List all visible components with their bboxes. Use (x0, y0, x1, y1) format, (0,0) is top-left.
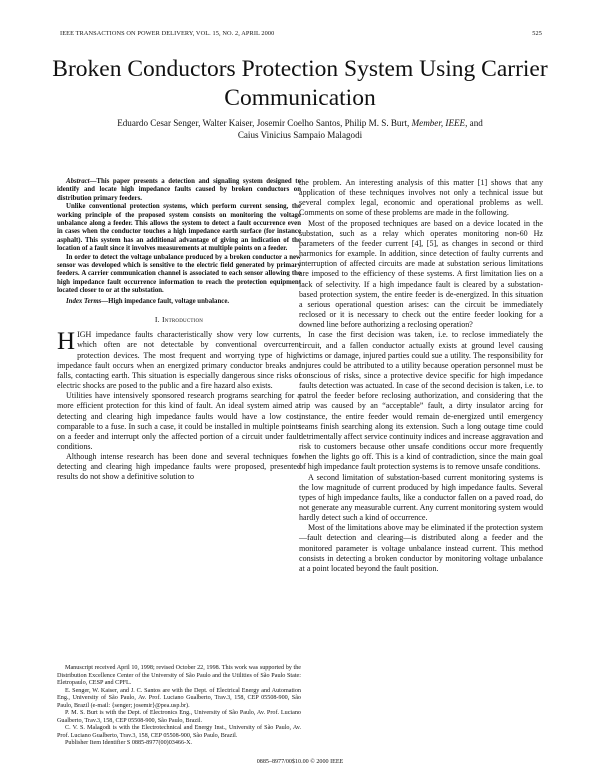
title-line-2: Communication (224, 85, 376, 111)
author-membership: Member, IEEE (411, 118, 466, 128)
right-paragraph-2: Most of the proposed techniques are based on a device located in the substation, such as a relay which operates monitoring non-60 Hz parameters of the feeder current [4], [5], as changes in second or third harmonics for example. In addition, since detection of faulty currents and interruption of affected circuits are made at substation serious limitations are imposed to the efficiency of these systems. A first limitation lies on a lack of selectivity. If a high impedance fault is cleared by a substation-based protection system, the entire feeder is de-energized. In this situation a serious operational question arises: can the circuit be immediately reclosed or it is necessary to check out the entire feeder looking for a downed line before authorizing a reclosing operation? (299, 218, 543, 330)
footnote-affiliation-3: C. V. S. Malagodi is with the Electrotechnical and Energy Inst., University of São Paulo, Av. Prof. Luciano Gualberto, Trav.3, 158, CEP 05508-900, São Paulo, Brazil. (57, 725, 301, 739)
section-heading-introduction (57, 315, 301, 325)
abstract-paragraph-1 (57, 178, 301, 203)
footnote-manuscript: Manuscript received April 10, 1998; revised October 22, 1998. This work was supported by the Distribution Excellence Center of the University of São Paulo and the Utilities of São Paulo State: Eletropaulo, CESP and CPFL. (57, 665, 301, 687)
footnote-affiliation-2: P. M. S. Burt is with the Dept. of Electronics Eng., University of São Paulo, Av. Prof. Luciano Gualberto, Trav.3, 158, CEP 05508-900, São Paulo, Brazil. (57, 710, 301, 724)
authors-line-1-end: , and (465, 118, 483, 128)
paper-title (30, 55, 570, 113)
right-paragraph-1: the problem. An interesting analysis of this matter [1] shows that any application of these techniques involves not only a technical issue but several complex legal, economic and operational problems as well. Comments on some of these problems are made in the following. (299, 178, 543, 218)
left-column (57, 178, 301, 483)
footnote-pii: Publisher Item Identifier S 0885-8977(00)03466-X. (65, 740, 193, 747)
authors-line-1: Eduardo Cesar Senger, Walter Kaiser, Josemir Coelho Santos, Philip M. S. Burt, (117, 118, 412, 128)
abstract-paragraph-3: In order to detect the voltage unbalance produced by a broken conductor a new sensor was developed which is sensitive to the electric field generated by primary feeders. A carrier communication channel is associated to each sensor allowing the high impedance fault occurrence information to reach the protection equipment located closer to or at the substation. (57, 253, 301, 295)
footnotes (57, 665, 301, 748)
intro-paragraph-1 (57, 330, 301, 391)
index-terms-text: High impedance fault, voltage unbalance. (108, 297, 230, 305)
right-paragraph-4: A second limitation of substation-based current monitoring systems is the low magnitude of current produced by high impedance faults. Several types of high impedance faults, like a conductor fallen on a paved road, do not generate any measurable current. Any current monitoring system would hardly detect such a kind of occurrence. (299, 472, 543, 523)
author-list (40, 118, 560, 141)
section-numeral: I. (154, 315, 162, 325)
right-paragraph-3: In case the first decision was taken, i.e. to reclose immediately the circuit, and a fallen conductor actually exists at ground level causing victims or damage, injured parties could sue a utility. The responsibility for injures could be attributed to a utility because operation personnel must be conscious of risks, since a protective device specific for high impedance faults detection was actuated. In case of the second decision is taken, i.e. to patrol the feeder before reclosing authorization, and considering that the trip was caused by an “acceptable” fault, a dirty insulator arcing for instance, the entire feeder would remain de-energized until emergency teams finish searching along its extension. Such a long outage time could detrimentally affect service continuity indices and increase aggravation and risk to customers because other unsafe conditions occur more frequently when the lights go off. This is a kind of contradiction, since the main goal of high impedance fault protection systems is to remove unsafe conditions. (299, 330, 543, 472)
right-paragraph-5: Most of the limitations above may be eliminated if the protection system—fault detection and clearing—is distributed along a feeder and the monitored parameter is voltage unbalance instead current. This method consists in detecting a broken conductor by monitoring voltage unbalance at a point located beyond the fault position. (299, 523, 543, 573)
authors-line-2: Caius Vinicius Sampaio Malagodi (237, 129, 363, 140)
section-name: Introduction (162, 315, 204, 325)
intro-paragraph-2: Utilities have intensively sponsored research programs searching for a more efficient protection for this kind of fault. An ideal system aimed at detecting and clearing high impedance faults would have a low cost, comparable to a fuse. In such a case, it could be installed in multiple points on a feeder and interrupt only the affected portion of a circuit under fault conditions. (57, 391, 301, 451)
index-terms (57, 298, 301, 306)
intro-paragraph-3: Although intense research has been done and several techniques for detecting and clearing high impedance faults were proposed, presented results do not show a definitive solution to (57, 452, 301, 482)
title-line-1: Broken Conductors Protection System Using Carrier (52, 56, 548, 82)
journal-citation: IEEE TRANSACTIONS ON POWER DELIVERY, VOL. 15, NO. 2, APRIL 2000 (60, 30, 275, 37)
abstract-text-1: This paper presents a detection and signaling system designed to identify and locate high impedance faults caused by broken conductors on distribution primary feeders. (57, 178, 301, 202)
footnote-affiliation-1: E. Senger, W. Kaiser, and J. C. Santos are with the Dept. of Electrical Energy and Automation Eng., University of São Paulo, Av. Prof. Luciano Gualberto, Trav.3, 158, CEP 05508-900, São Paulo, Brazil (e-mail: {senger; josemir}@pea.usp.br). (57, 687, 301, 709)
page-number: 525 (532, 30, 542, 37)
drop-cap: H (57, 328, 76, 356)
intro-text-1: IGH impedance faults characteristically show very low currents, which often are not detectable by conventional overcurrent protection devices. The most frequent and worrying type of high impedance fault occurs when an energized primary conductor breaks and falls, contacting earth. This situation is especially dangerous since risks of electric shocks are posed to the public and a fire hazard also exists. (57, 330, 301, 391)
abstract-label: Abstract— (66, 178, 97, 185)
index-terms-label: Index Terms— (66, 297, 109, 305)
right-column (299, 178, 543, 574)
abstract-paragraph-2: Unlike conventional protection systems, which perform current sensing, the working principle of the proposed system consists on monitoring the voltage unbalance along a feeder. This allows the system to detect a fault occurrence even in cases when the conductor touches a high impedance earth surface (for instance asphalt). This system has an additional advantage of giving an indication of the location of a fault since it involves measurements at multiple points on a feeder. (57, 203, 301, 253)
copyright-footer: 0885–8977/00$10.00 © 2000 IEEE (256, 759, 344, 765)
